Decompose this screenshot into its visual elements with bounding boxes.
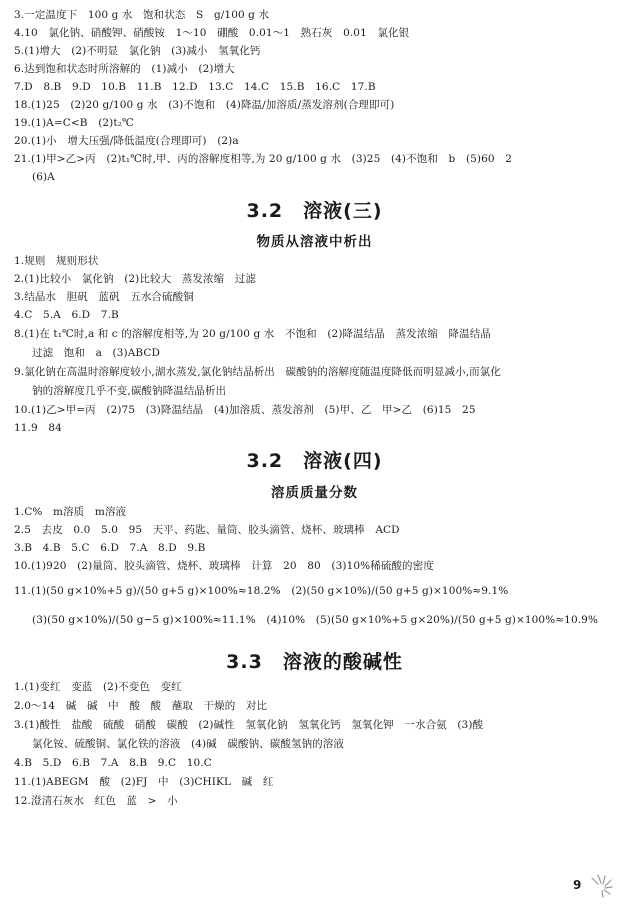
page-corner-ornament-icon xyxy=(586,872,614,898)
section-title: 3.2 溶液(三) xyxy=(246,200,383,222)
answer-line: 20.(1)小 增大压强/降低温度(合理即可) (2)a xyxy=(14,135,239,147)
section-title: 3.3 溶液的酸碱性 xyxy=(226,651,403,673)
answer-line: 12.澄清石灰水 红色 蓝 > 小 xyxy=(14,795,178,807)
answer-line: 6.达到饱和状态时所溶解的 (1)减小 (2)增大 xyxy=(14,63,235,75)
answer-line: 10.(1)乙>甲=丙 (2)75 (3)降温结晶 (4)加溶质、蒸发溶剂 (5)甲、乙 甲>乙 (6)15 25 xyxy=(14,404,476,416)
answer-line: 10.(1)920 (2)量筒、胶头滴管、烧杯、玻璃棒 计算 20 80 (3)10%稀硫酸的密度 xyxy=(14,560,434,572)
answer-line: 11.(1)ABEGM 酸 (2)FJ 中 (3)CHIKL 碱 红 xyxy=(14,776,274,788)
page-number: 9 xyxy=(573,878,582,892)
answer-line: 3.结晶水 胆矾 蓝矾 五水合硫酸铜 xyxy=(14,291,194,303)
answer-line: 3.一定温度下 100 g 水 饱和状态 S g/100 g 水 xyxy=(14,9,270,21)
answer-line: 18.(1)25 (2)20 g/100 g 水 (3)不饱和 (4)降温/加溶质/蒸发溶剂(合理即可) xyxy=(14,99,395,111)
answer-line: 4.C 5.A 6.D 7.B xyxy=(14,309,119,321)
answer-line: 1.规则 规则形状 xyxy=(14,255,99,267)
answer-line: 3.B 4.B 5.C 6.D 7.A 8.D 9.B xyxy=(14,542,206,554)
answer-line: 11.9 84 xyxy=(14,422,62,434)
answer-line: 3.(1)酸性 盐酸 硫酸 硝酸 碳酸 (2)碱性 氢氧化钠 氢氧化钙 氢氧化钾 一水合氨 (3)酸 xyxy=(14,719,484,731)
section-subtitle: 物质从溶液中析出 xyxy=(256,234,373,250)
answer-line: 1.(1)变红 变蓝 (2)不变色 变红 xyxy=(14,681,182,693)
answer-line: 5.(1)增大 (2)不明显 氯化钠 (3)减小 氢氧化钙 xyxy=(14,45,261,57)
answer-line: 2.5 去皮 0.0 5.0 95 天平、药匙、量筒、胶头滴管、烧杯、玻璃棒 ACD xyxy=(14,524,400,536)
answer-line: (6)A xyxy=(32,171,55,183)
answer-line: 21.(1)甲>乙>丙 (2)t₁℃时,甲、丙的溶解度相等,为 20 g/100 g 水 (3)25 (4)不饱和 b (5)60 2 xyxy=(14,153,513,165)
formula-line: (3)(50 g×10%)/(50 g−5 g)×100%≈11.1% (4)10% (5)(50 g×10%+5 g×20%)/(50 g+5 g)×100%≈10.9% xyxy=(32,614,599,626)
answer-line: 4.10 氯化钠、硝酸钾、硝酸铵 1～10 硼酸 0.01～1 熟石灰 0.01 氯化银 xyxy=(14,27,410,39)
answer-line: 1.C% m溶质 m溶液 xyxy=(14,506,127,518)
answer-line: 7.D 8.B 9.D 10.B 11.B 12.D 13.C 14.C 15.B 16.C 17.B xyxy=(14,81,376,93)
formula-line: 11.(1)(50 g×10%+5 g)/(50 g+5 g)×100%≈18.2% (2)(50 g×10%)/(50 g+5 g)×100%≈9.1% xyxy=(14,585,509,597)
section-subtitle: 溶质质量分数 xyxy=(271,485,358,501)
answer-line: 19.(1)A=C<B (2)t₂℃ xyxy=(14,117,134,129)
answer-line: 9.氯化钠在高温时溶解度较小,湖水蒸发,氯化钠结晶析出 碳酸钠的溶解度随温度降低而明显减小,而氯化 xyxy=(14,366,501,378)
section-title: 3.2 溶液(四) xyxy=(246,450,383,472)
answer-line: 2.0～14 碱 碱 中 酸 酸 蘸取 干燥的 对比 xyxy=(14,700,268,712)
answer-line: 钠的溶解度几乎不变,碳酸钠降温结晶析出 xyxy=(32,385,227,397)
answer-line: 8.(1)在 t₁℃时,a 和 c 的溶解度相等,为 20 g/100 g 水 不饱和 (2)降温结晶 蒸发浓缩 降温结晶 xyxy=(14,328,491,340)
answer-line: 4.B 5.D 6.B 7.A 8.B 9.C 10.C xyxy=(14,757,212,769)
answer-line: 2.(1)比较小 氯化钠 (2)比较大 蒸发浓缩 过滤 xyxy=(14,273,256,285)
answer-line: 过滤 饱和 a (3)ABCD xyxy=(32,347,161,359)
answer-line: 氯化铵、硫酸铜、氯化铁的溶液 (4)碱 碳酸钠、碳酸氢钠的溶液 xyxy=(32,738,344,750)
